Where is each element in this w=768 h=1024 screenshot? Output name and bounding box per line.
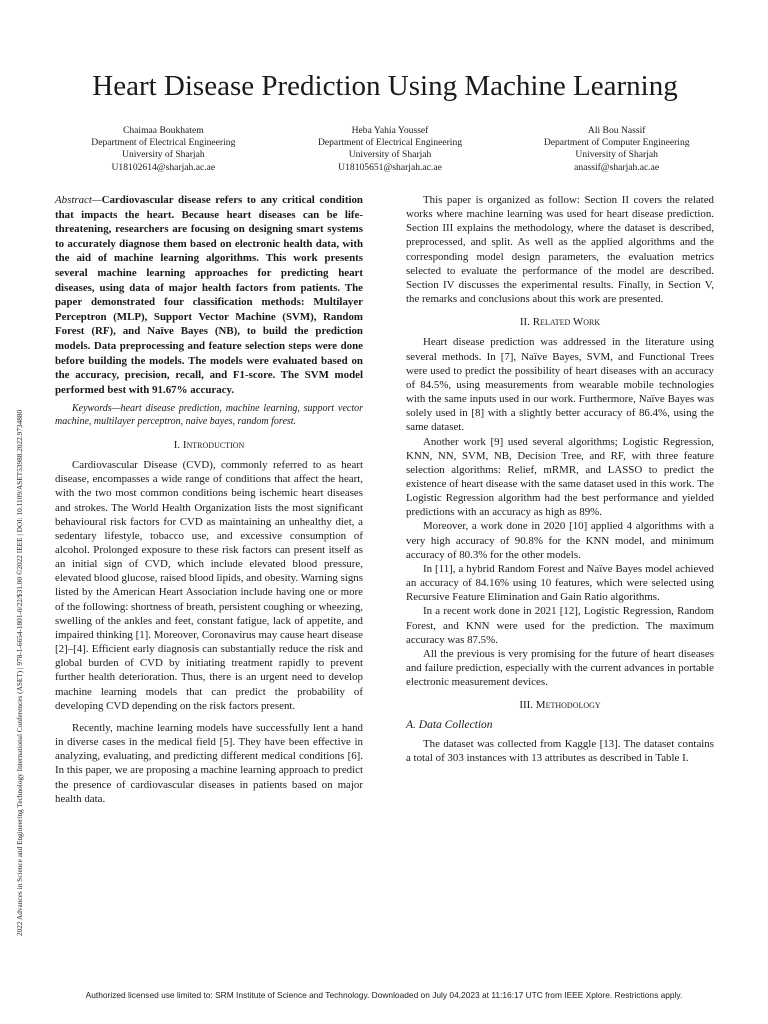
introduction-paragraph-1: Cardiovascular Disease (CVD), commonly referred to as heart disease, encompasses a wide range of conditions that affect the heart, with the two most common conditions being ischemic heart diseases and strokes. The World Health Organization lists the most significant behavioural risk factors for CVD as maintaining an unhealthy diet, a sedentary lifestyle, tobacco use, and excessive consumption of alcohol. Prolonged exposure to these risk factors can present itself as an initial sign of CVD, which include elevated blood pressure, elevated blood glucose, raised blood lipids, and obesity. Warning signs listed by the American Heart Association include having one or more of the following: shortness of breath, persistent coughing or wheezing, swelling of the ankles and feet, constant fatigue, lack of appetite, and impaired thinking [1]. Moreover, Coronavirus may cause heart disease [2]–[4]. Efficient early diagnosis can substantially reduce the risk and global burden of CVD by initiating treatment rapidly to prevent further health deterioration. Thus, there is an urgent need to develop machine learning models that can predict the probability of developing CVD depending on the risk factors present. (55, 459, 363, 712)
author-block (50, 125, 730, 174)
section-heading-methodology: III. Methodology (519, 699, 601, 712)
author-university: University of Sharjah (122, 149, 205, 161)
author-name: Heba Yahia Youssef (351, 125, 429, 136)
author-university: University of Sharjah (348, 149, 432, 161)
author-email: anassif@sharjah.ac.ae (574, 161, 660, 173)
abstract-body: Cardiovascular disease refers to any critical condition that impacts the heart. Because heart diseases can be life-threatening, researchers are focusing on designing smart systems to accurately diagnose them based on electronic health data, with the aid of machine learning algorithms. This work presents several machine learning approaches for predicting heart diseases, using data of major health factors from patients. The paper demonstrated four classification methods: Multilayer Perceptron (MLP), Support Vector Machine (SVM), Random Forest (RF), and Naïve Bayes (NB), to build the prediction models. Data preprocessing and feature selection steps were done before building the models. The models were evaluated based on the accuracy, precision, recall, and F1-score. The SVM model performed best with 91.67% accuracy. (55, 194, 363, 396)
author-email: U18102614@sharjah.ac.ae (111, 161, 216, 173)
license-footer: Authorized licensed use limited to: SRM Institute of Science and Technology. Downloaded on July 04,2023 at 11:16:17 UTC from IEEE Xplore. Restrictions apply. (85, 990, 683, 1000)
author-department: Department of Electrical Engineering (317, 137, 463, 149)
organization-paragraph: This paper is organized as follow: Section II covers the related works where machine learning was used for heart disease prediction. Section III explains the methodology, where the dataset is described, preprocessed, and split. As well as the applied algorithms and the corresponding model design parameters, the evaluation metrics selected to evaluate the performance of the model are described. Section IV discusses the experimental results. Finally, in Section V, the remarks and conclusions about this work are presented. (406, 194, 714, 306)
right-column (406, 193, 714, 765)
related-work-paragraph-1: Heart disease prediction was addressed in the literature using several methods. In [7], Naïve Bayes, SVM, and Functional Trees were used to predict the possibility of heart diseases with an accuracy of 84.5%, using measurements from wearable mobile technologies with the same inputs used in our work. Furthermore, Naïve Bayes was solely used in [8] with a slightly better accuracy of 86.4%, using the same dataset. (406, 336, 714, 434)
author-3 (503, 125, 730, 174)
related-work-paragraph-4: In [11], a hybrid Random Forest and Naïve Bayes model achieved an accuracy of 84.16% using 10 features, which were selected using Recursive Feature Elimination and Gain Ratio algorithms. (406, 562, 714, 604)
section-heading-introduction: I. Introduction (173, 438, 245, 451)
author-name: Chaimaa Boukhatem (122, 125, 204, 136)
related-work-paragraph-2: Another work [9] used several algorithms; Logistic Regression, KNN, NN, SVM, NB, Decision Tree, and RF, with three feature selection algorithms: Relief, mRMR, and LASSO to predict the existence of heart disease with the same dataset used in this work. The Logistic Regression algorithm had the best performance and yielded predictions with an accuracy as high as 89%. (406, 435, 714, 519)
related-work-paragraph-3: Moreover, a work done in 2020 [10] applied 4 algorithms with a very high accuracy of 90.8% for the KNN model, and minimum accuracy of 80.3% for the other models. (406, 520, 714, 561)
copyright-text: 2022 Advances in Science and Engineering Technology International Conferences (ASET) | 978-1-6654-1801-0/22/$31.00 ©2022 IEEE | DOI: 10.1109/ASET53988.2022.9734880 (16, 409, 24, 936)
related-work-paragraph-6: All the previous is very promising for the future of heart diseases and failure prediction, especially with the current advances in portable electronic measurement devices. (406, 647, 714, 689)
paper-title: Heart Disease Prediction Using Machine Learning (92, 70, 678, 102)
left-column (55, 193, 363, 806)
abstract-lead: Abstract— (55, 194, 102, 206)
abstract (55, 193, 363, 397)
introduction-paragraph-2: Recently, machine learning models have successfully lent a hand in diverse cases in the medical field [5]. They have been effective in analyzing, evaluating, and predicting different medical conditions [6]. In this paper, we are proposing a machine learning approach to predict the presence of cardiovascular diseases in patients based on major health data. (55, 721, 363, 805)
author-department: Department of Computer Engineering (543, 137, 690, 149)
section-heading-related-work: II. Related Work (519, 316, 601, 329)
author-department: Department of Electrical Engineering (91, 137, 236, 149)
author-email: U18105651@sharjah.ac.ae (338, 161, 442, 173)
author-1 (50, 125, 277, 174)
author-name: Ali Bou Nassif (587, 125, 646, 136)
related-work-paragraph-5: In a recent work done in 2021 [12], Logistic Regression, Random Forest, and KNN were used for the prediction. The maximum accuracy was 87.5%. (406, 605, 714, 646)
copyright-sidebar (14, 136, 26, 936)
data-collection-paragraph: The dataset was collected from Kaggle [13]. The dataset contains a total of 303 instances with 13 attributes as described in Table I. (406, 737, 714, 764)
author-2 (277, 125, 504, 174)
subsection-heading-data-collection: A. Data Collection (406, 719, 493, 732)
keywords: Keywords—heart disease prediction, machine learning, support vector machine, multilayer perceptron, naive bayes, random forest. (55, 403, 363, 428)
author-university: University of Sharjah (575, 149, 658, 161)
